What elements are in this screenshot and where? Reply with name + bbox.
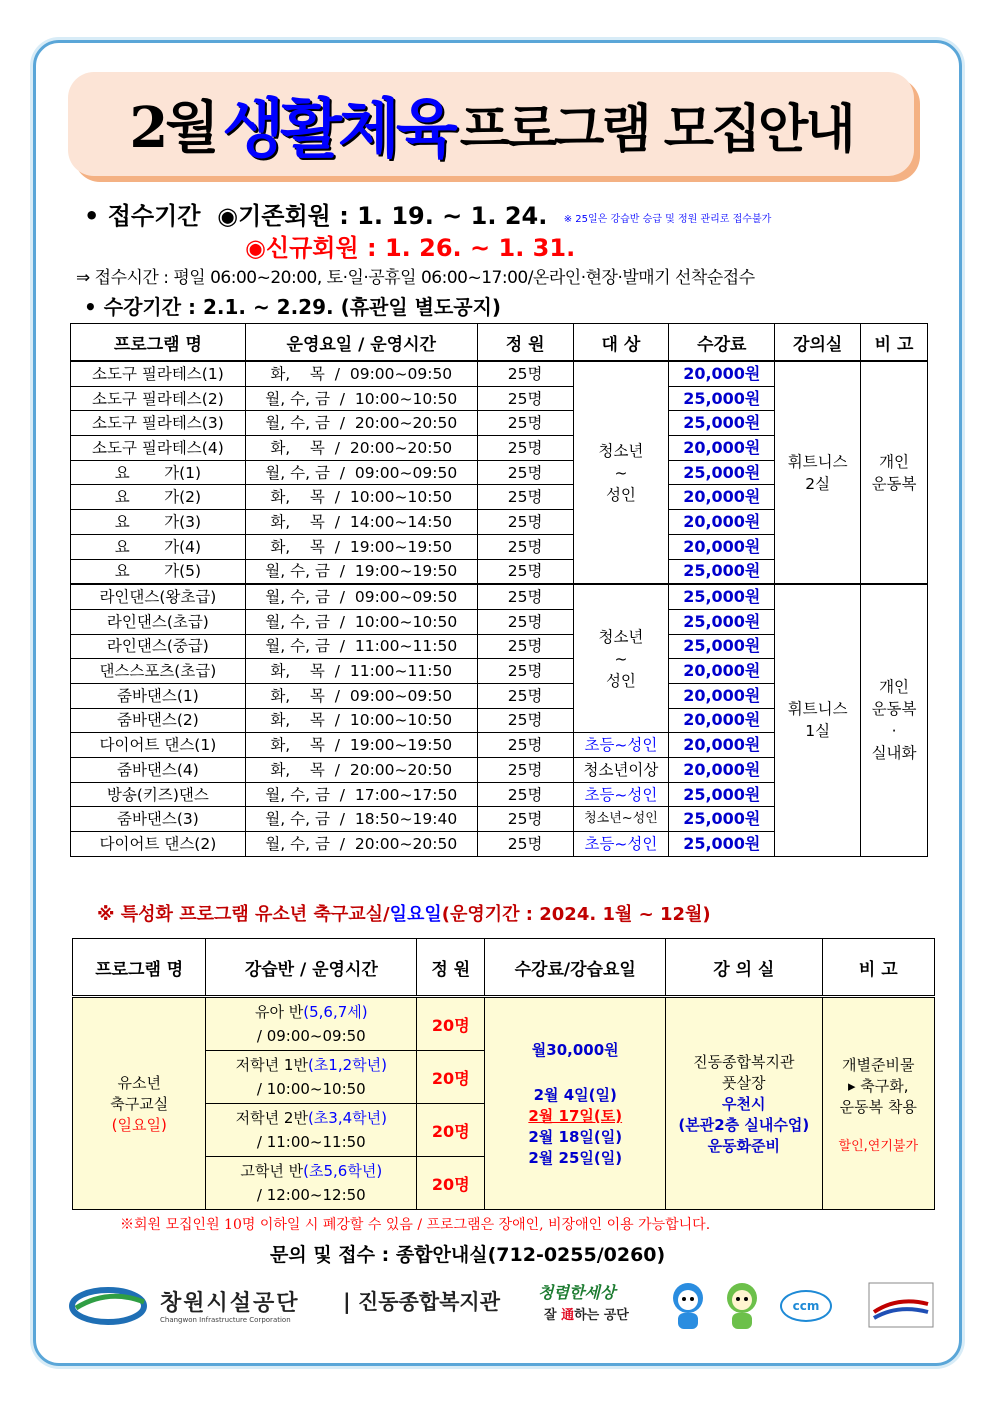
- soccer-note: [822, 997, 934, 1210]
- program-time: 화, 목 / 10:00~10:50: [245, 708, 477, 733]
- header-room: 강 의 실: [666, 939, 823, 997]
- title-highlight: 생활체육: [222, 93, 454, 167]
- header-room: 강의실: [775, 324, 861, 362]
- table-row: [71, 361, 928, 386]
- registration-existing-line: [84, 196, 771, 231]
- program-capacity: 25명: [477, 609, 573, 634]
- group2-note: [861, 584, 928, 856]
- program-fee: 20,000원: [669, 485, 775, 510]
- program-capacity: 25명: [477, 708, 573, 733]
- header-program: 프로그램 명: [73, 939, 206, 997]
- header-fee: 수강료: [669, 324, 775, 362]
- class-time: / 10:00~10:50: [256, 1080, 366, 1098]
- note-line: 운동복: [871, 474, 917, 493]
- slogan-text: 잘: [544, 1308, 562, 1323]
- room-line: 우천시: [722, 1095, 766, 1113]
- program-fee: 20,000원: [669, 733, 775, 758]
- header-time: 운영요일 / 운영시간: [245, 324, 477, 362]
- title-rest: 프로그램 모집안내: [459, 98, 853, 160]
- special-prefix: ※ 특성화 프로그램 유소년 축구교실/: [97, 904, 390, 925]
- header-note: 비 고: [822, 939, 934, 997]
- program-name: 다이어트 댄스(2): [71, 832, 246, 857]
- program-name: 줌바댄스(2): [71, 708, 246, 733]
- program-capacity: 25명: [477, 733, 573, 758]
- header-capacity: 정 원: [477, 324, 573, 362]
- program-fee: 20,000원: [669, 708, 775, 733]
- note-line: 개인: [879, 452, 910, 471]
- program-capacity: 25명: [477, 534, 573, 559]
- group1-target: [573, 361, 669, 584]
- title-banner: [68, 72, 914, 176]
- program-name: 요 가(5): [71, 559, 246, 584]
- group2-target: [573, 584, 669, 733]
- program-capacity: 25명: [477, 659, 573, 684]
- program-name: 줌바댄스(3): [71, 807, 246, 832]
- target-line: 청소년: [598, 627, 644, 646]
- program-time: 월, 수, 금 / 19:00~19:50: [245, 559, 477, 584]
- program-target: 청소년~성인: [573, 807, 669, 832]
- footnote: ※회원 모집인원 10명 이하일 시 폐강할 수 있음 / 프로그램은 장애인, 비장애인 이용 가능합니다.: [120, 1217, 711, 1233]
- date: 2월 17일(토): [528, 1107, 623, 1125]
- program-fee: 25,000원: [669, 411, 775, 436]
- class-time: / 11:00~11:50: [256, 1133, 366, 1151]
- class-name: 저학년 1반: [235, 1056, 308, 1074]
- program-time: 화, 목 / 19:00~19:50: [245, 534, 477, 559]
- soccer-table: [72, 938, 935, 1210]
- class-grade: (초5,6학년): [303, 1162, 383, 1180]
- class-name: 저학년 2반: [235, 1109, 308, 1127]
- class-capacity: 20명: [417, 997, 485, 1051]
- registration-new: ◉신규회원 : 1. 26. ~ 1. 31.: [245, 234, 576, 262]
- class-time: / 12:00~12:50: [256, 1186, 366, 1204]
- class-cell: [206, 1157, 417, 1210]
- program-fee: 25,000원: [669, 807, 775, 832]
- room-line: 진동종합복지관: [693, 1053, 795, 1071]
- room-line: 풋살장: [722, 1074, 766, 1092]
- program-time: 월, 수, 금 / 17:00~17:50: [245, 782, 477, 807]
- program-target: 청소년이상: [573, 758, 669, 783]
- footer-logos: [68, 1280, 938, 1332]
- date: 2월 25일(일): [528, 1149, 623, 1167]
- program-target: 초등~성인: [573, 832, 669, 857]
- table-header-row: [71, 324, 928, 362]
- header-target: 대 상: [573, 324, 669, 362]
- slogan-bottom: [544, 1304, 629, 1323]
- note-line: 운동복: [871, 700, 917, 719]
- program-time: 월, 수, 금 / 09:00~09:50: [245, 584, 477, 609]
- group2-room: [775, 584, 861, 856]
- program-capacity: 25명: [477, 485, 573, 510]
- room-line: 1실: [805, 722, 831, 741]
- note-line: 개인: [879, 678, 910, 697]
- program-time: 화, 목 / 20:00~20:50: [245, 758, 477, 783]
- program-day: (일요일): [111, 1116, 167, 1134]
- note-line: 실내화: [871, 744, 917, 763]
- header-program: 프로그램 명: [71, 324, 246, 362]
- program-fee: 20,000원: [669, 659, 775, 684]
- date: 2월 4일(일): [533, 1086, 617, 1104]
- group1-note: [861, 361, 928, 584]
- soccer-program: [73, 997, 206, 1210]
- class-name: 유아 반: [255, 1003, 304, 1021]
- program-capacity: 25명: [477, 361, 573, 386]
- header-fee-day: 수강료/강습요일: [485, 939, 666, 997]
- program-fee: 25,000원: [669, 832, 775, 857]
- program-fee: 20,000원: [669, 758, 775, 783]
- program-time: 화, 목 / 11:00~11:50: [245, 659, 477, 684]
- class-cell: [206, 1051, 417, 1104]
- program-fee: 25,000원: [669, 460, 775, 485]
- class-grade: (초3,4학년): [307, 1109, 387, 1127]
- program-time: 월, 수, 금 / 09:00~09:50: [245, 460, 477, 485]
- program-time: 월, 수, 금 / 11:00~11:50: [245, 634, 477, 659]
- slogan-highlight: 通: [561, 1308, 575, 1323]
- program-capacity: 25명: [477, 634, 573, 659]
- note-line: ·: [891, 722, 897, 741]
- program-time: 화, 목 / 19:00~19:50: [245, 733, 477, 758]
- class-name: 고학년 반: [240, 1162, 304, 1180]
- header-class: 강습반 / 운영시간: [206, 939, 417, 997]
- note-line: 할인,연기불가: [838, 1138, 919, 1154]
- program-capacity: 25명: [477, 386, 573, 411]
- program-name: 줌바댄스(1): [71, 683, 246, 708]
- table-header-row: [73, 939, 935, 997]
- program-name: 라인댄스(왕초급): [71, 584, 246, 609]
- program-name: 소도구 필라테스(2): [71, 386, 246, 411]
- certification-badge-icon: [868, 1282, 934, 1328]
- program-name: 소도구 필라테스(3): [71, 411, 246, 436]
- header-capacity: 정 원: [417, 939, 485, 997]
- program-capacity: 25명: [477, 460, 573, 485]
- program-fee: 25,000원: [669, 634, 775, 659]
- program-name: 요 가(3): [71, 510, 246, 535]
- mascot-green-icon: [720, 1280, 764, 1332]
- note-line: ▸ 축구화,: [848, 1076, 909, 1095]
- class-capacity: 20명: [417, 1157, 485, 1210]
- class-grade: (초1,2학년): [307, 1056, 387, 1074]
- note-line: 개별준비물: [842, 1055, 915, 1074]
- program-name: 요 가(1): [71, 460, 246, 485]
- special-period: (운영기간 : 2024. 1월 ~ 12월): [441, 904, 711, 925]
- table-row: [73, 997, 935, 1051]
- branch-name: | 진동종합복지관: [343, 1290, 500, 1314]
- registration-hours: ⇒ 접수시간 : 평일 06:00~20:00, 토·일·공휴일 06:00~17:00/온라인·현장·발매기 선착순접수: [76, 268, 755, 288]
- program-name: 소도구 필라테스(1): [71, 361, 246, 386]
- program-name: 요 가(4): [71, 534, 246, 559]
- program-fee: 25,000원: [669, 386, 775, 411]
- program-capacity: 25명: [477, 807, 573, 832]
- program-time: 화, 목 / 09:00~09:50: [245, 683, 477, 708]
- target-line: ~: [614, 463, 628, 482]
- fee: 월30,000원: [531, 1041, 619, 1059]
- soccer-room: [666, 997, 823, 1210]
- contact-info: 문의 및 접수 : 종합안내실(712-0255/0260): [270, 1244, 666, 1266]
- program-time: 월, 수, 금 / 20:00~20:50: [245, 832, 477, 857]
- changwon-logo-icon: [68, 1284, 152, 1328]
- date: 2월 18일(일): [528, 1128, 623, 1146]
- org-name: 창원시설공단: [160, 1291, 300, 1316]
- special-day: 일요일: [389, 904, 442, 925]
- fee-dates: [485, 997, 666, 1210]
- program-fee: 20,000원: [669, 361, 775, 386]
- program-capacity: 25명: [477, 436, 573, 461]
- program-time: 화, 목 / 10:00~10:50: [245, 485, 477, 510]
- program-capacity: 25명: [477, 758, 573, 783]
- program-fee: 25,000원: [669, 584, 775, 609]
- program-time: 화, 목 / 14:00~14:50: [245, 510, 477, 535]
- program-time: 화, 목 / 20:00~20:50: [245, 436, 477, 461]
- header-note: 비 고: [861, 324, 928, 362]
- program-name: 라인댄스(중급): [71, 634, 246, 659]
- program-time: 월, 수, 금 / 10:00~10:50: [245, 386, 477, 411]
- group1-room: [775, 361, 861, 584]
- room-line: (본관2층 실내수업): [678, 1116, 810, 1134]
- program-time: 월, 수, 금 / 18:50~19:40: [245, 807, 477, 832]
- org-name-en: Changwon Infrastructure Corporation: [160, 1316, 291, 1324]
- program-fee: 25,000원: [669, 559, 775, 584]
- program-fee: 20,000원: [669, 436, 775, 461]
- class-time: / 09:00~09:50: [256, 1027, 366, 1045]
- room-line: 2실: [805, 474, 831, 493]
- slogan-text: 하는 공단: [574, 1308, 629, 1323]
- mascot-blue-icon: [666, 1280, 710, 1332]
- title-month: 2월: [129, 95, 217, 161]
- program-name: 라인댄스(초급): [71, 609, 246, 634]
- class-capacity: 20명: [417, 1051, 485, 1104]
- program-fee: 20,000원: [669, 510, 775, 535]
- program-capacity: 25명: [477, 411, 573, 436]
- program-line: 유소년: [117, 1074, 161, 1092]
- program-name: 댄스스포츠(초급): [71, 659, 246, 684]
- program-name: 방송(키즈)댄스: [71, 782, 246, 807]
- note-line: 운동복 착용: [839, 1097, 917, 1116]
- course-period: • 수강기간 : 2.1. ~ 2.29. (휴관일 별도공지): [84, 295, 502, 319]
- registration-note: ※ 25일은 강습반 승급 및 정원 관리로 접수불가: [563, 213, 772, 225]
- program-capacity: 25명: [477, 683, 573, 708]
- room-line: 운동화준비: [707, 1137, 781, 1155]
- program-time: 화, 목 / 09:00~09:50: [245, 361, 477, 386]
- program-name: 줌바댄스(4): [71, 758, 246, 783]
- target-line: 청소년: [598, 441, 644, 460]
- program-fee: 25,000원: [669, 609, 775, 634]
- program-name: 소도구 필라테스(4): [71, 436, 246, 461]
- program-target: 초등~성인: [573, 733, 669, 758]
- room-line: 휘트니스: [787, 452, 848, 471]
- program-capacity: 25명: [477, 584, 573, 609]
- class-cell: [206, 997, 417, 1051]
- table-row: [71, 584, 928, 609]
- program-line: 축구교실: [110, 1095, 169, 1113]
- program-fee: 20,000원: [669, 534, 775, 559]
- program-capacity: 25명: [477, 510, 573, 535]
- slogan-top: 청렴한세상: [538, 1283, 616, 1302]
- room-line: 휘트니스: [787, 700, 848, 719]
- program-capacity: 25명: [477, 782, 573, 807]
- class-grade: (5,6,7세): [303, 1003, 368, 1021]
- program-target: 초등~성인: [573, 782, 669, 807]
- program-fee: 25,000원: [669, 782, 775, 807]
- target-line: ~: [614, 649, 628, 668]
- program-time: 월, 수, 금 / 20:00~20:50: [245, 411, 477, 436]
- special-program-heading: [97, 900, 711, 926]
- target-line: 성인: [605, 485, 636, 504]
- class-capacity: 20명: [417, 1104, 485, 1157]
- target-line: 성인: [605, 671, 636, 690]
- program-name: 다이어트 댄스(1): [71, 733, 246, 758]
- registration-label: • 접수기간: [84, 202, 201, 230]
- program-fee: 20,000원: [669, 683, 775, 708]
- class-cell: [206, 1104, 417, 1157]
- ccm-logo-icon: ccm: [780, 1290, 832, 1322]
- program-time: 월, 수, 금 / 10:00~10:50: [245, 609, 477, 634]
- program-table: [70, 323, 928, 857]
- registration-existing: ◉기존회원 : 1. 19. ~ 1. 24.: [217, 202, 548, 230]
- program-capacity: 25명: [477, 832, 573, 857]
- program-capacity: 25명: [477, 559, 573, 584]
- program-name: 요 가(2): [71, 485, 246, 510]
